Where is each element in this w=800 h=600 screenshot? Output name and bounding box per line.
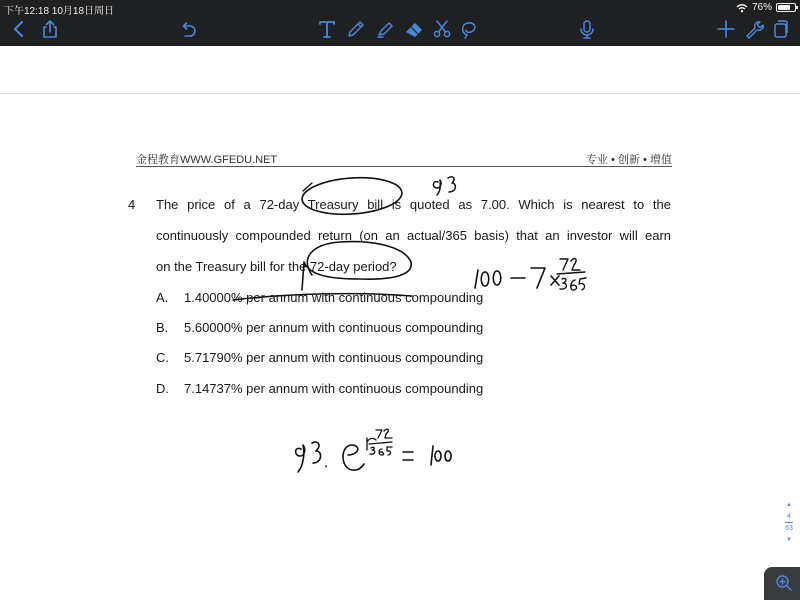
scissors-icon [431,18,453,40]
question-line-2: continuously compounded return (on an actual/365 basis) that an investor will earn [156,228,671,243]
wifi-icon [736,3,748,13]
option-d-text: 7.14737% per annum with continuous compounding [184,381,484,396]
total-pages: 63 [785,525,793,532]
status-time-date: 下午12:18 10月18日周日 [4,6,115,17]
wrench-icon [743,18,765,40]
zoom-in-icon [775,574,793,592]
lasso-tool-button[interactable] [456,16,482,42]
ink-tick-treasury [303,183,312,191]
option-c-text: 5.71790% per annum with continuous compounding [184,350,484,365]
scissors-tool-button[interactable] [429,16,455,42]
option-a-text: 1.40000% per annum with continuous compounding [184,290,484,305]
battery-percent: 76% [751,2,772,13]
highlighter-icon [374,18,396,40]
ink-exponent-r-72-over-365 [367,429,392,455]
zoom-button[interactable] [764,567,800,600]
pages-button[interactable] [768,16,794,42]
question-number: 4 [128,197,136,212]
doc-header-left: 金程教育WWW.GFEDU.NET [136,154,278,166]
prev-page-icon[interactable]: ▲ [786,502,792,508]
question-line-1: The price of a 72-day Treasury bill is quoted as 7.00. Which is nearest to the [156,197,671,212]
microphone-icon [576,18,598,40]
battery-level [778,5,790,10]
doc-header-right: 专业 • 创新 • 增值 [586,154,672,166]
share-button[interactable] [37,16,63,42]
doc-header-rule [136,166,672,167]
lasso-icon [458,18,480,40]
eraser-tool-button[interactable] [401,16,427,42]
pen-tool-button[interactable] [343,16,369,42]
ink-equation-93e-equals-100 [296,442,451,472]
ink-93 [433,177,455,195]
page-divider [785,522,793,523]
share-icon [39,18,61,40]
record-audio-button[interactable] [574,16,600,42]
top-toolbar [0,0,800,46]
back-chevron-icon [8,18,30,40]
highlighter-tool-button[interactable] [372,16,398,42]
settings-button[interactable] [741,16,767,42]
status-right [736,2,796,13]
undo-icon [177,18,199,40]
add-icon [715,18,737,40]
option-b-text: 5.60000% per annum with continuous compounding [184,320,484,335]
add-button[interactable] [713,16,739,42]
back-button[interactable] [6,16,32,42]
option-d-letter: D. [156,381,169,396]
text-tool-icon [316,18,338,40]
option-c-letter: C. [156,350,169,365]
next-page-icon[interactable]: ▼ [786,537,792,543]
battery-icon [776,3,796,12]
current-page: 4 [787,513,791,520]
option-a-letter: A. [156,290,169,305]
pages-icon [770,18,792,40]
page-top-edge [0,93,800,94]
pen-icon [345,18,367,40]
question-line-3: on the Treasury bill for the 72-day period? [156,259,397,274]
page-indicator [781,502,797,552]
option-b-letter: B. [156,320,169,335]
eraser-icon [403,18,425,40]
undo-button[interactable] [175,16,201,42]
text-tool-button[interactable] [314,16,340,42]
